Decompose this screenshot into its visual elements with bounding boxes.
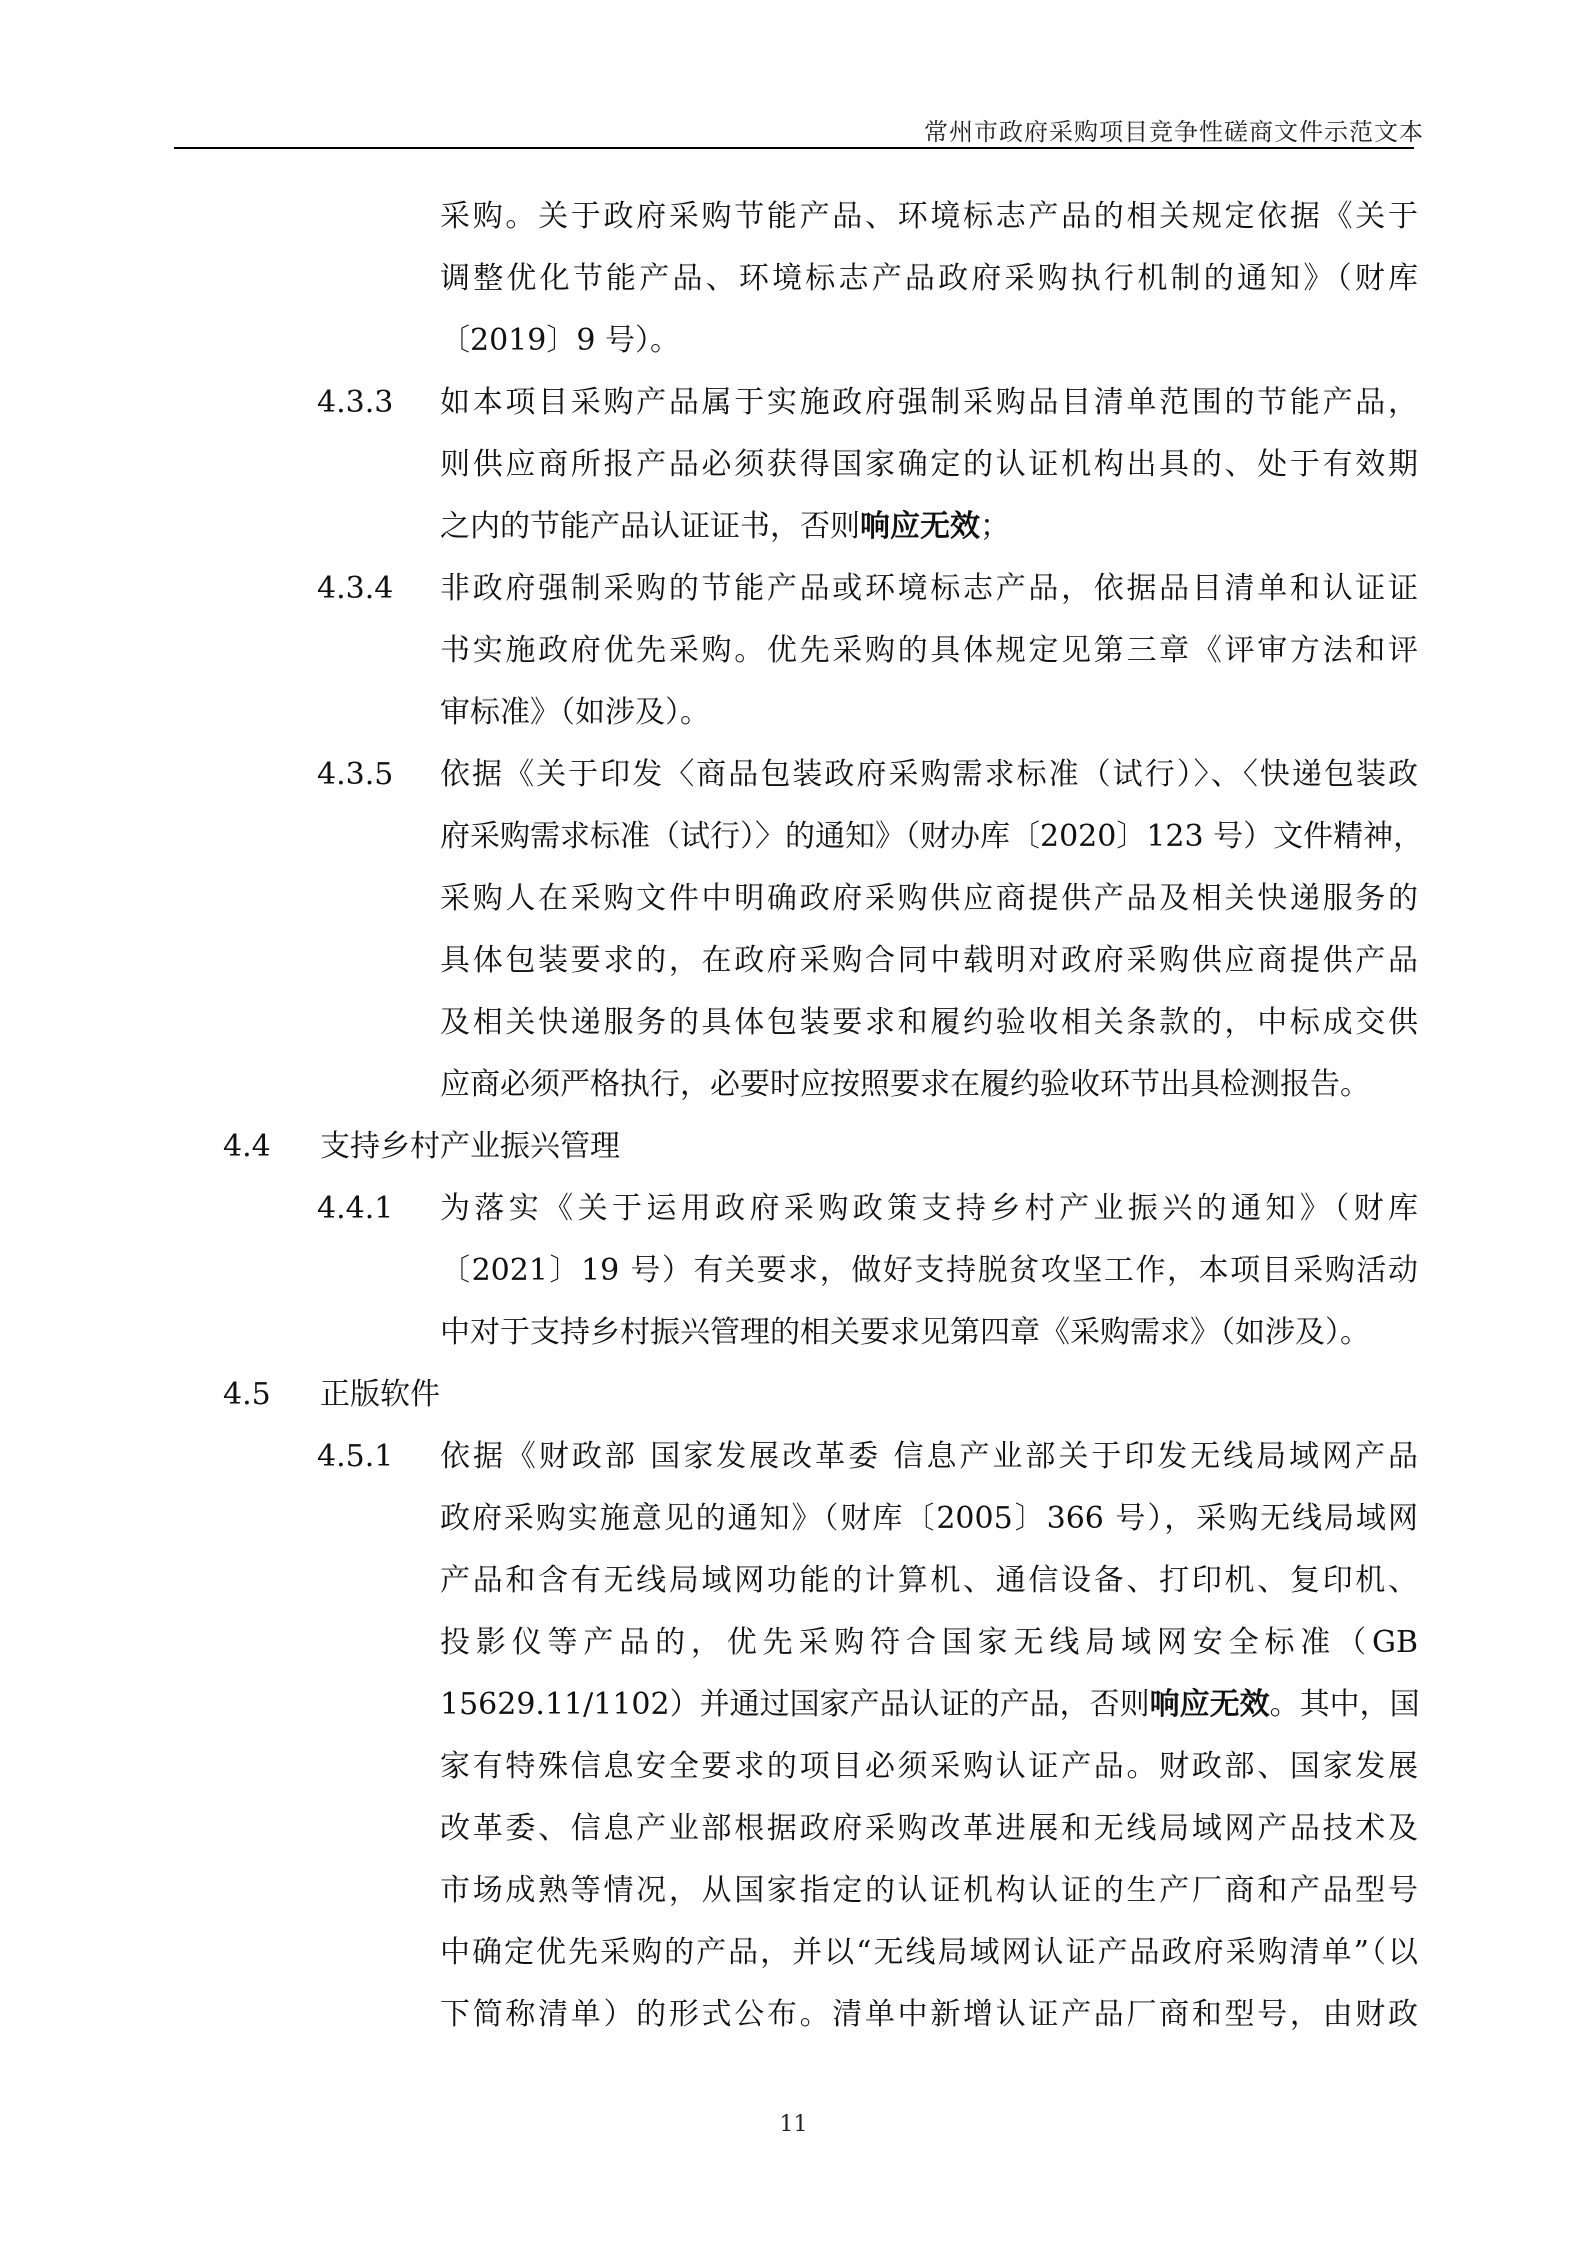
- emphasis-invalid-response: 响应无效: [860, 509, 980, 544]
- clause-4-3-3: [0, 372, 1587, 558]
- running-header: 常州市政府采购项目竞争性磋商文件示范文本: [924, 118, 1424, 146]
- text-line: 如本项目采购产品属于实施政府强制采购品目清单范围的节能产品，: [440, 385, 1418, 420]
- text-line: 政府采购实施意见的通知》（财库〔2005〕366 号），采购无线局域网: [440, 1501, 1418, 1536]
- clause-4-3-4: [0, 558, 1587, 744]
- text-line: 市场成熟等情况，从国家指定的认证机构认证的生产厂商和产品型号: [440, 1873, 1418, 1908]
- text-line: [440, 1674, 1418, 1736]
- header-divider: [174, 147, 1414, 149]
- text-run: 15629.11/1102）并通过国家产品认证的产品，否则: [440, 1687, 1150, 1722]
- text-line: 下简称清单）的形式公布。清单中新增认证产品厂商和型号，由财政: [440, 1997, 1418, 2032]
- text-line: 具体包装要求的，在政府采购合同中载明对政府采购供应商提供产品: [440, 943, 1418, 978]
- section-number: 4.5: [223, 1377, 271, 1412]
- page-number: 11: [779, 2112, 808, 2137]
- text-line: 调整优化节能产品、环境标志产品政府采购执行机制的通知》（财库: [440, 261, 1418, 296]
- section-4-5-heading: [0, 1364, 1587, 1426]
- text-line: 中确定优先采购的产品，并以“无线局域网认证产品政府采购清单”（以: [440, 1935, 1418, 1970]
- text-line: 及相关快递服务的具体包装要求和履约验收相关条款的，中标成交供: [440, 1005, 1418, 1040]
- text-line: 产品和含有无线局域网功能的计算机、通信设备、打印机、复印机、: [440, 1563, 1418, 1598]
- clause-4-4-1: [0, 1178, 1587, 1364]
- text-line: [440, 496, 1418, 558]
- clause-4-5-1: [0, 1426, 1587, 2046]
- text-line: 〔2019〕9 号）。: [440, 323, 680, 358]
- text-line: 非政府强制采购的节能产品或环境标志产品，依据品目清单和认证证: [440, 571, 1418, 606]
- paragraph-continuation: [0, 186, 1587, 372]
- section-title: 支持乡村产业振兴管理: [320, 1129, 620, 1164]
- clause-number: 4.3.3: [317, 385, 394, 420]
- section-4-4-heading: [0, 1116, 1587, 1178]
- text-line: 中对于支持乡村振兴管理的相关要求见第四章《采购需求》（如涉及）。: [440, 1315, 1370, 1350]
- clause-number: 4.5.1: [317, 1439, 394, 1474]
- clause-4-3-5: [0, 744, 1587, 1116]
- text-line: 依据《关于印发〈商品包装政府采购需求标准（试行）〉、〈快递包装政: [440, 757, 1418, 792]
- text-run: 。其中，国: [1269, 1687, 1420, 1722]
- text-line: 采购。关于政府采购节能产品、环境标志产品的相关规定依据《关于: [440, 199, 1418, 234]
- text-run: ；: [980, 509, 1010, 544]
- text-line: 投影仪等产品的，优先采购符合国家无线局域网安全标准（GB: [440, 1625, 1418, 1660]
- emphasis-invalid-response: 响应无效: [1149, 1687, 1270, 1722]
- text-line: 书实施政府优先采购。优先采购的具体规定见第三章《评审方法和评: [440, 633, 1418, 668]
- text-line: 依据《财政部 国家发展改革委 信息产业部关于印发无线局域网产品: [440, 1439, 1418, 1474]
- text-line: 应商必须严格执行，必要时应按照要求在履约验收环节出具检测报告。: [440, 1067, 1370, 1102]
- section-number: 4.4: [223, 1129, 271, 1164]
- text-line: 审标准》（如涉及）。: [440, 695, 710, 730]
- text-line: 〔2021〕19 号）有关要求，做好支持脱贫攻坚工作，本项目采购活动: [440, 1253, 1418, 1288]
- section-title: 正版软件: [320, 1377, 440, 1412]
- text-line: 府采购需求标准（试行）〉的通知》（财办库〔2020〕123 号）文件精神，: [440, 819, 1424, 854]
- text-line: 采购人在采购文件中明确政府采购供应商提供产品及相关快递服务的: [440, 881, 1418, 916]
- text-run: 之内的节能产品认证证书，否则: [440, 509, 860, 544]
- clause-number: 4.4.1: [317, 1191, 394, 1226]
- text-line: 为落实《关于运用政府采购政策支持乡村产业振兴的通知》（财库: [440, 1191, 1418, 1226]
- text-line: 则供应商所报产品必须获得国家确定的认证机构出具的、处于有效期: [440, 447, 1418, 482]
- text-line: 家有特殊信息安全要求的项目必须采购认证产品。财政部、国家发展: [440, 1749, 1418, 1784]
- page-body: [0, 186, 1587, 2046]
- text-line: 改革委、信息产业部根据政府采购改革进展和无线局域网产品技术及: [440, 1811, 1418, 1846]
- clause-number: 4.3.4: [317, 571, 394, 606]
- clause-number: 4.3.5: [317, 757, 394, 792]
